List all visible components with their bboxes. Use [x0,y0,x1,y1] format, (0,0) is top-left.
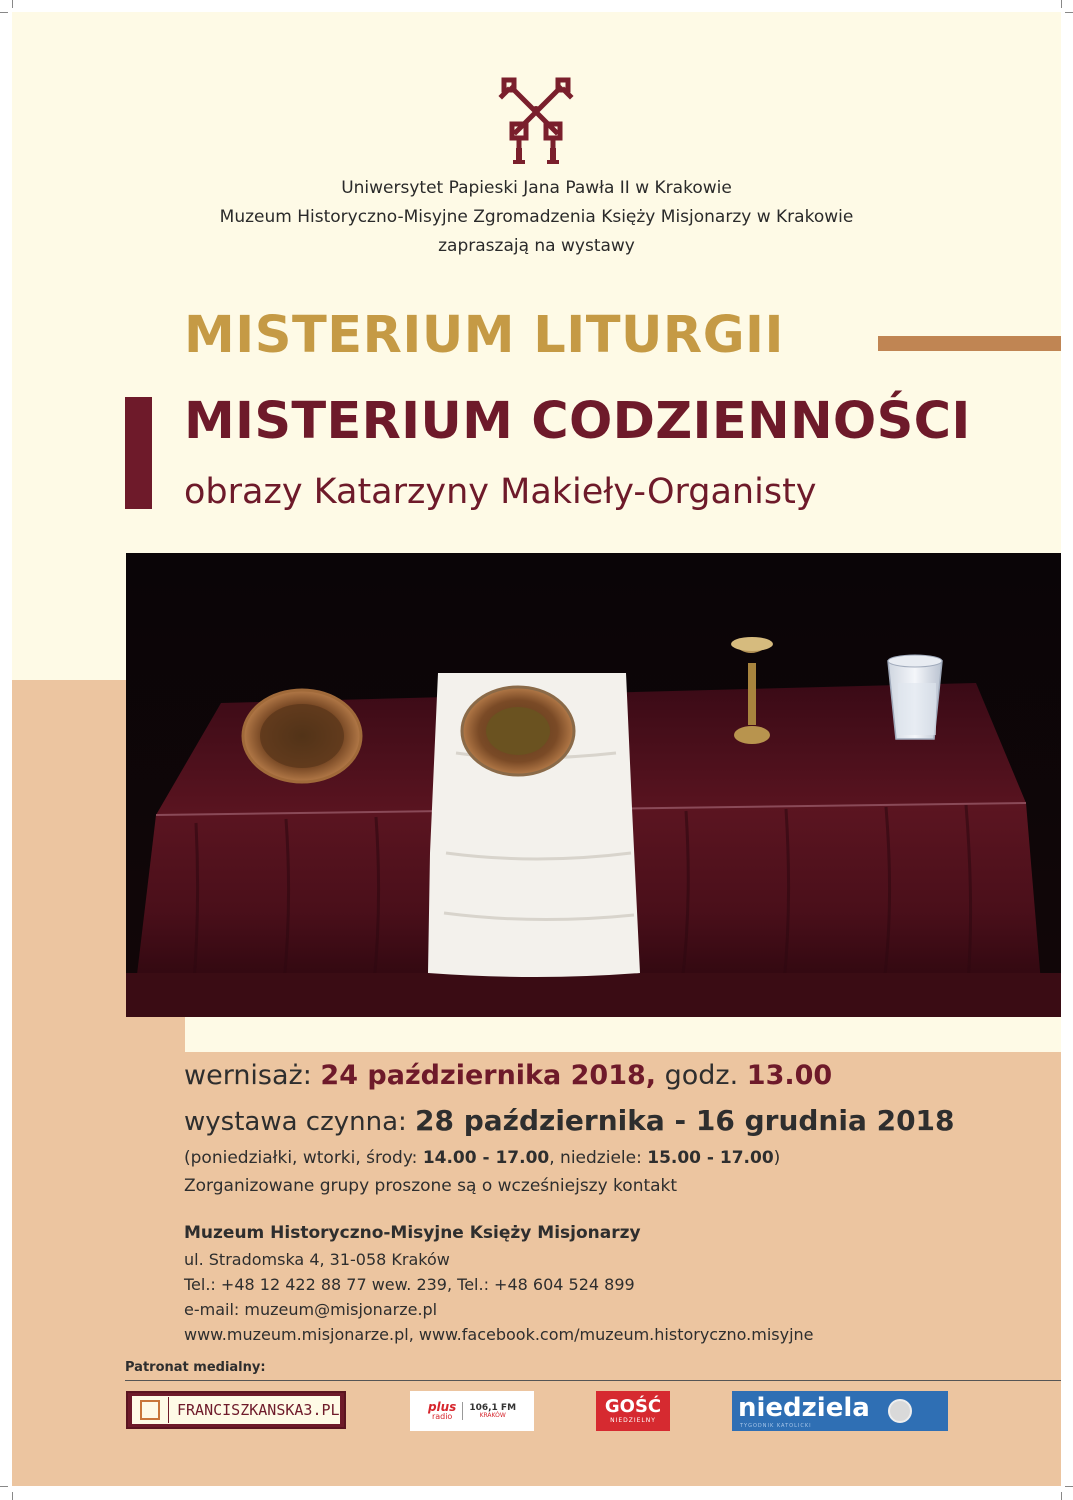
gold-accent-bar [878,336,1061,351]
crop-mark [1061,1492,1062,1500]
crop-mark [1065,1486,1073,1487]
museum-email: e-mail: muzeum@misjonarze.pl [184,1300,438,1319]
crop-mark [12,1492,13,1500]
franciszkanska-separator [168,1397,169,1423]
patronage-label: Patronat medialny: [125,1360,266,1375]
institution-line-2: Muzeum Historyczno-Misyjne Zgromadzenia Księży Misjonarzy w Krakowie [219,207,854,227]
crop-mark [1061,0,1062,8]
exhibition-line [184,1104,955,1137]
invitation-line: zapraszają na wystawy [438,236,635,256]
title-misterium-codziennosci: MISTERIUM CODZIENNOŚCI [184,392,971,451]
niedziela-logo [732,1391,948,1431]
radio-plus-fm: 106,1 FM [469,1402,517,1413]
museum-phone: Tel.: +48 12 422 88 77 wew. 239, Tel.: +48 604 524 899 [184,1275,635,1294]
subtitle-artist: obrazy Katarzyny Makieły-Organisty [184,472,817,512]
niedzielny-text: NIEDZIELNY [610,1417,656,1424]
vernissage-label: wernisaż: [184,1060,312,1091]
museum-websites: www.muzeum.misjonarze.pl, www.facebook.com/muzeum.historyczno.misyjne [184,1325,814,1344]
radio-plus-radio: radio [431,1412,453,1421]
franciszkanska-logo-inner [131,1395,341,1425]
radio-plus-separator [462,1402,463,1420]
radio-plus-frequency [469,1404,516,1419]
exhibition-dates: 28 października - 16 grudnia 2018 [415,1104,955,1137]
niedziela-text: niedziela [738,1393,870,1423]
crop-mark [1065,12,1073,13]
hours-days-2: , niedziele: [549,1148,642,1168]
maroon-accent-bar [125,397,152,509]
cream-strip [185,1016,1061,1052]
vernissage-time: 13.00 [746,1060,833,1091]
hours-range-1: 14.00 - 17.00 [422,1148,550,1168]
groups-note: Zorganizowane grupy proszone są o wcześniejszy kontakt [184,1176,678,1196]
crop-mark [0,1486,8,1487]
hours-close-paren: ) [773,1148,781,1168]
vernissage-date: 24 października 2018, [320,1060,657,1091]
vernissage-line [184,1060,832,1091]
title-misterium-liturgii: MISTERIUM LITURGII [184,306,785,365]
crossed-keys-emblem-icon [498,74,574,166]
museum-name: Muzeum Historyczno-Misyjne Księży Misjonarzy [184,1223,641,1243]
niedziela-tagline: TYGODNIK KATOLICKI [740,1423,812,1429]
exhibition-label: wystawa czynna: [184,1107,407,1137]
radio-plus-logo [410,1391,534,1431]
vernissage-time-label: godz. [664,1060,739,1091]
gosc-text: GOŚĆ [604,1396,662,1417]
franciszkanska-logo [126,1391,346,1429]
hours-open-paren: ( [184,1148,191,1168]
patronage-divider [125,1380,1061,1381]
crop-mark [12,0,13,8]
radio-plus-city: KRAKÓW [479,1411,506,1419]
hours-range-2: 15.00 - 17.00 [647,1148,774,1168]
franciszkanska-text: FRANCISZKANSKA3.PL [177,1401,340,1419]
opening-hours [184,1148,780,1168]
franciszkanska-square-icon [140,1400,160,1420]
museum-address: ul. Stradomska 4, 31-058 Kraków [184,1250,450,1269]
gosc-niedzielny-logo [596,1391,670,1431]
radio-plus-plus: plus [427,1400,457,1414]
niedziela-seal-icon [888,1399,912,1423]
hours-days-1: poniedziałki, wtorki, środy: [190,1148,418,1168]
radio-plus-brand [428,1401,456,1421]
institution-line-1: Uniwersytet Papieski Jana Pawła II w Krakowie [341,178,732,198]
crop-mark [0,12,8,13]
painting-image [126,553,1061,1017]
